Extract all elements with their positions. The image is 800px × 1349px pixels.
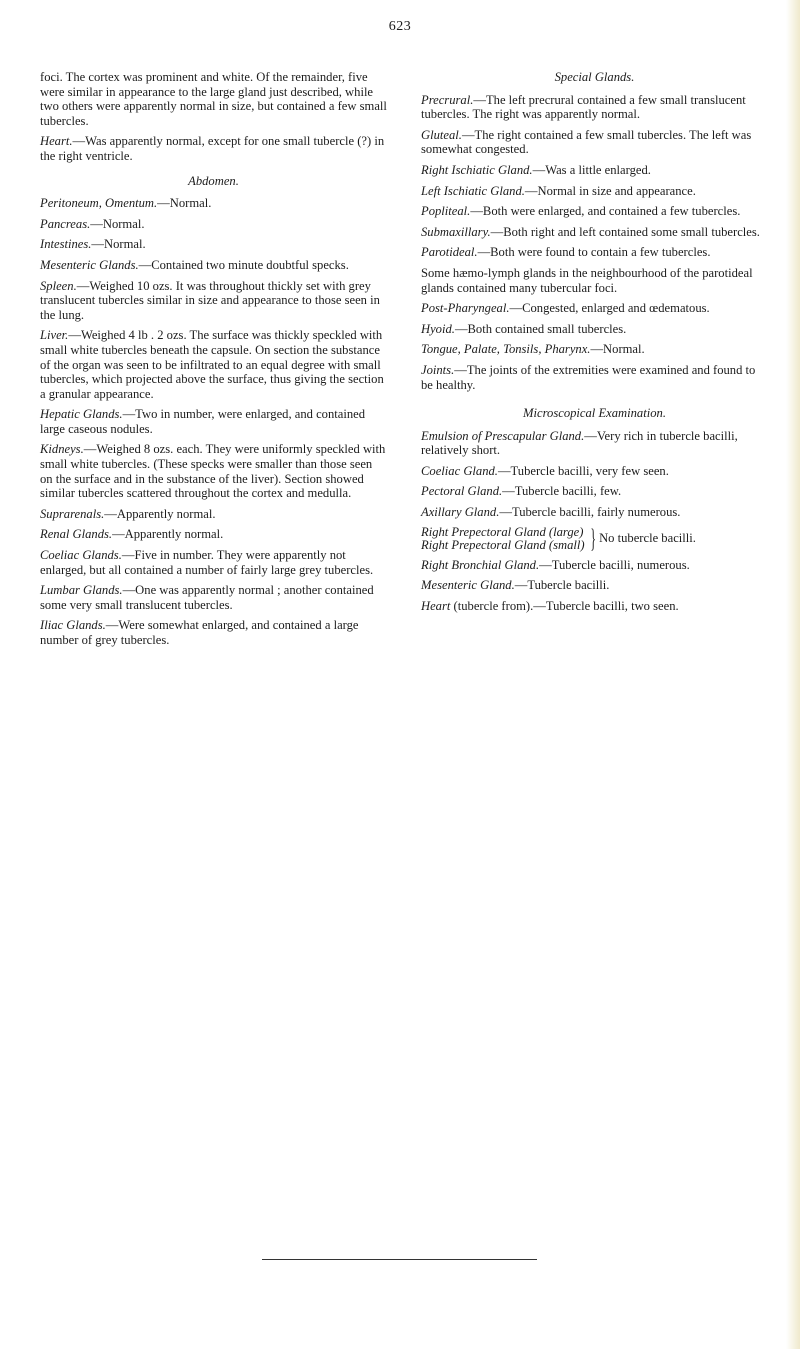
abdomen-text: —Apparently normal. <box>104 506 216 521</box>
special-gland-term: Post-Pharyngeal. <box>421 301 510 316</box>
abdomen-text: —Normal. <box>90 216 145 231</box>
special-gland-term: Submaxillary. <box>421 224 491 239</box>
special-gland-term: Left Ischiatic Gland. <box>421 183 525 198</box>
abdomen-term: Mesenteric Glands. <box>40 257 139 272</box>
micro-term: Emulsion of Prescapular Gland. <box>421 428 585 443</box>
special-gland-term: Joints. <box>421 362 455 377</box>
micro-entry <box>421 578 768 593</box>
abdomen-entry <box>40 548 387 577</box>
micro-text: —Very rich in tubercle bacilli, relatively short. <box>421 428 738 458</box>
abdomen-term: Suprarenals. <box>40 506 105 521</box>
abdomen-term: Pancreas. <box>40 216 91 231</box>
bottom-rule <box>262 1259 537 1260</box>
heart-text: —Was apparently normal, except for one small tubercle (?) in the right ventricle. <box>40 134 385 163</box>
special-glands-heading: Special Glands. <box>554 70 635 84</box>
special-gland-text: —Normal. <box>590 342 645 357</box>
abdomen-text: —Normal. <box>157 196 212 211</box>
special-gland-text: —Both right and left contained some small tubercles. <box>490 224 760 239</box>
micro-term: Heart <box>421 598 451 613</box>
special-gland-text: —Both were found to contain a few tubercles. <box>477 245 711 260</box>
micro-entry <box>421 484 768 499</box>
special-gland-term: Parotideal. <box>421 245 478 260</box>
microscopical-heading: Microscopical Examination. <box>523 406 666 421</box>
special-gland-term: Precrural. <box>421 92 474 107</box>
special-gland-term: Popliteal. <box>421 204 471 219</box>
special-gland-entry <box>421 128 768 157</box>
intro-paragraph: foci. The cortex was prominent and white. Of the remainder, five were similar in appearance to the large gland just described, while two others were apparently normal in size, but contained a few small tubercles. <box>40 70 387 128</box>
page-edge-shadow <box>786 0 800 1349</box>
special-gland-entry <box>421 93 768 122</box>
abdomen-entry <box>40 407 387 436</box>
abdomen-list <box>40 196 387 647</box>
abdomen-heading: Abdomen. <box>188 173 239 188</box>
special-gland-text: —Congested, enlarged and œdematous. <box>509 301 710 316</box>
special-glands-list <box>421 93 768 393</box>
abdomen-text: —Normal. <box>91 237 146 252</box>
abdomen-entry <box>40 527 387 542</box>
micro-text: —Tubercle bacilli, few. <box>502 484 622 499</box>
prepectoral-bracket-row <box>421 523 768 553</box>
abdomen-entry <box>40 328 387 401</box>
special-gland-text: —Both were enlarged, and contained a few tubercles. <box>470 204 741 219</box>
special-gland-term: Tongue, Palate, Tonsils, Pharynx. <box>421 342 591 357</box>
special-gland-entry <box>421 363 768 392</box>
right-column <box>421 70 768 619</box>
bracket-line-small: Right Prepectoral Gland (small) <box>421 537 585 552</box>
special-gland-text: —The joints of the extremities were examined and found to be healthy. <box>421 362 756 392</box>
special-gland-entry <box>421 301 768 316</box>
abdomen-entry <box>40 507 387 522</box>
special-gland-term: Hyoid. <box>421 321 455 336</box>
microscopical-list <box>421 429 768 520</box>
special-gland-entry <box>421 245 768 260</box>
microscopical-list-continued <box>421 558 768 614</box>
abdomen-entry <box>40 217 387 232</box>
special-gland-entry <box>421 322 768 337</box>
abdomen-term: Iliac Glands. <box>40 618 106 633</box>
special-gland-text: Some hæmo-lymph glands in the neighbourhood of the parotideal glands contained many tubercular foci. <box>421 265 753 295</box>
abdomen-entry <box>40 618 387 647</box>
micro-entry <box>421 558 768 573</box>
abdomen-term: Renal Glands. <box>40 527 113 542</box>
abdomen-entry <box>40 442 387 500</box>
heart-term: Heart. <box>40 134 73 149</box>
abdomen-text: —Contained two minute doubtful specks. <box>138 257 349 272</box>
special-gland-entry <box>421 204 768 219</box>
abdomen-term: Intestines. <box>40 237 92 252</box>
special-gland-entry <box>421 163 768 178</box>
special-gland-entry <box>421 184 768 199</box>
abdomen-term: Liver. <box>40 328 69 343</box>
abdomen-text: —One was apparently normal ; another contained some very small translucent tubercles. <box>40 583 374 612</box>
abdomen-entry <box>40 237 387 252</box>
abdomen-text: —Were somewhat enlarged, and contained a large number of grey tubercles. <box>40 618 359 647</box>
micro-text: —Tubercle bacilli. <box>514 578 610 593</box>
micro-entry <box>421 429 768 458</box>
special-gland-text: —The right contained a few small tubercles. The left was somewhat congested. <box>421 127 752 157</box>
abdomen-text: —Weighed 8 ozs. each. They were uniformly speckled with small white tubercles. (These specks were smaller than those seen on the surface and in the substance of the liver). Section showed similar tubercles scattered throughout the cortex and medulla. <box>40 442 386 501</box>
abdomen-entry <box>40 258 387 273</box>
micro-text: (tubercle from).—Tubercle bacilli, two seen. <box>450 598 679 613</box>
left-column <box>40 70 387 654</box>
micro-entry <box>421 505 768 520</box>
abdomen-text: —Weighed 4 lb . 2 ozs. The surface was thickly speckled with small white tubercles beneath the capsule. On section the substance of the organ was seen to be infiltrated to an equal degree with small tubercles, which projected above the surface, thus giving the section a granular appearance. <box>40 328 384 401</box>
heart-paragraph <box>40 134 387 163</box>
bracket-line-large: Right Prepectoral Gland (large) <box>421 524 584 539</box>
micro-term: Mesenteric Gland. <box>421 578 515 593</box>
special-gland-entry <box>421 266 768 295</box>
bracket-labels <box>421 526 585 552</box>
micro-text: —Tubercle bacilli, numerous. <box>539 557 690 572</box>
abdomen-term: Coeliac Glands. <box>40 548 122 563</box>
brace-symbol: } <box>590 523 596 553</box>
special-gland-text: —The left precrural contained a few small translucent tubercles. The right was apparently normal. <box>421 92 746 122</box>
special-gland-term: Right Ischiatic Gland. <box>421 162 533 177</box>
abdomen-entry <box>40 279 387 323</box>
abdomen-term: Hepatic Glands. <box>40 407 123 422</box>
micro-term: Pectoral Gland. <box>421 484 503 499</box>
abdomen-term: Peritoneum, Omentum. <box>40 196 158 211</box>
abdomen-text: —Apparently normal. <box>112 527 224 542</box>
micro-term: Axillary Gland. <box>421 505 500 520</box>
special-gland-entry <box>421 342 768 357</box>
abdomen-term: Spleen. <box>40 278 77 293</box>
micro-text: —Tubercle bacilli, fairly numerous. <box>499 505 681 520</box>
micro-term: Right Bronchial Gland. <box>421 557 540 572</box>
micro-term: Coeliac Gland. <box>421 463 498 478</box>
special-gland-text: —Was a little enlarged. <box>532 162 651 177</box>
abdomen-text: —Five in number. They were apparently not enlarged, but all contained a number of fairly large grey tubercles. <box>40 548 374 577</box>
abdomen-text: —Two in number, were enlarged, and contained large caseous nodules. <box>40 407 366 436</box>
abdomen-entry <box>40 583 387 612</box>
micro-entry <box>421 599 768 614</box>
special-gland-entry <box>421 225 768 240</box>
micro-entry <box>421 464 768 479</box>
abdomen-term: Kidneys. <box>40 442 84 457</box>
abdomen-text: —Weighed 10 ozs. It was throughout thickly set with grey translucent tubercles similar in size and appearance to those seen in the lung. <box>40 278 380 322</box>
page-number: 623 <box>388 19 412 34</box>
special-gland-text: —Normal in size and appearance. <box>524 183 696 198</box>
special-gland-text: —Both contained small tubercles. <box>454 321 627 336</box>
special-gland-term: Gluteal. <box>421 127 462 142</box>
micro-text: —Tubercle bacilli, very few seen. <box>497 463 669 478</box>
abdomen-entry <box>40 196 387 211</box>
abdomen-term: Lumbar Glands. <box>40 583 123 598</box>
bracket-result: No tubercle bacilli. <box>599 531 696 546</box>
